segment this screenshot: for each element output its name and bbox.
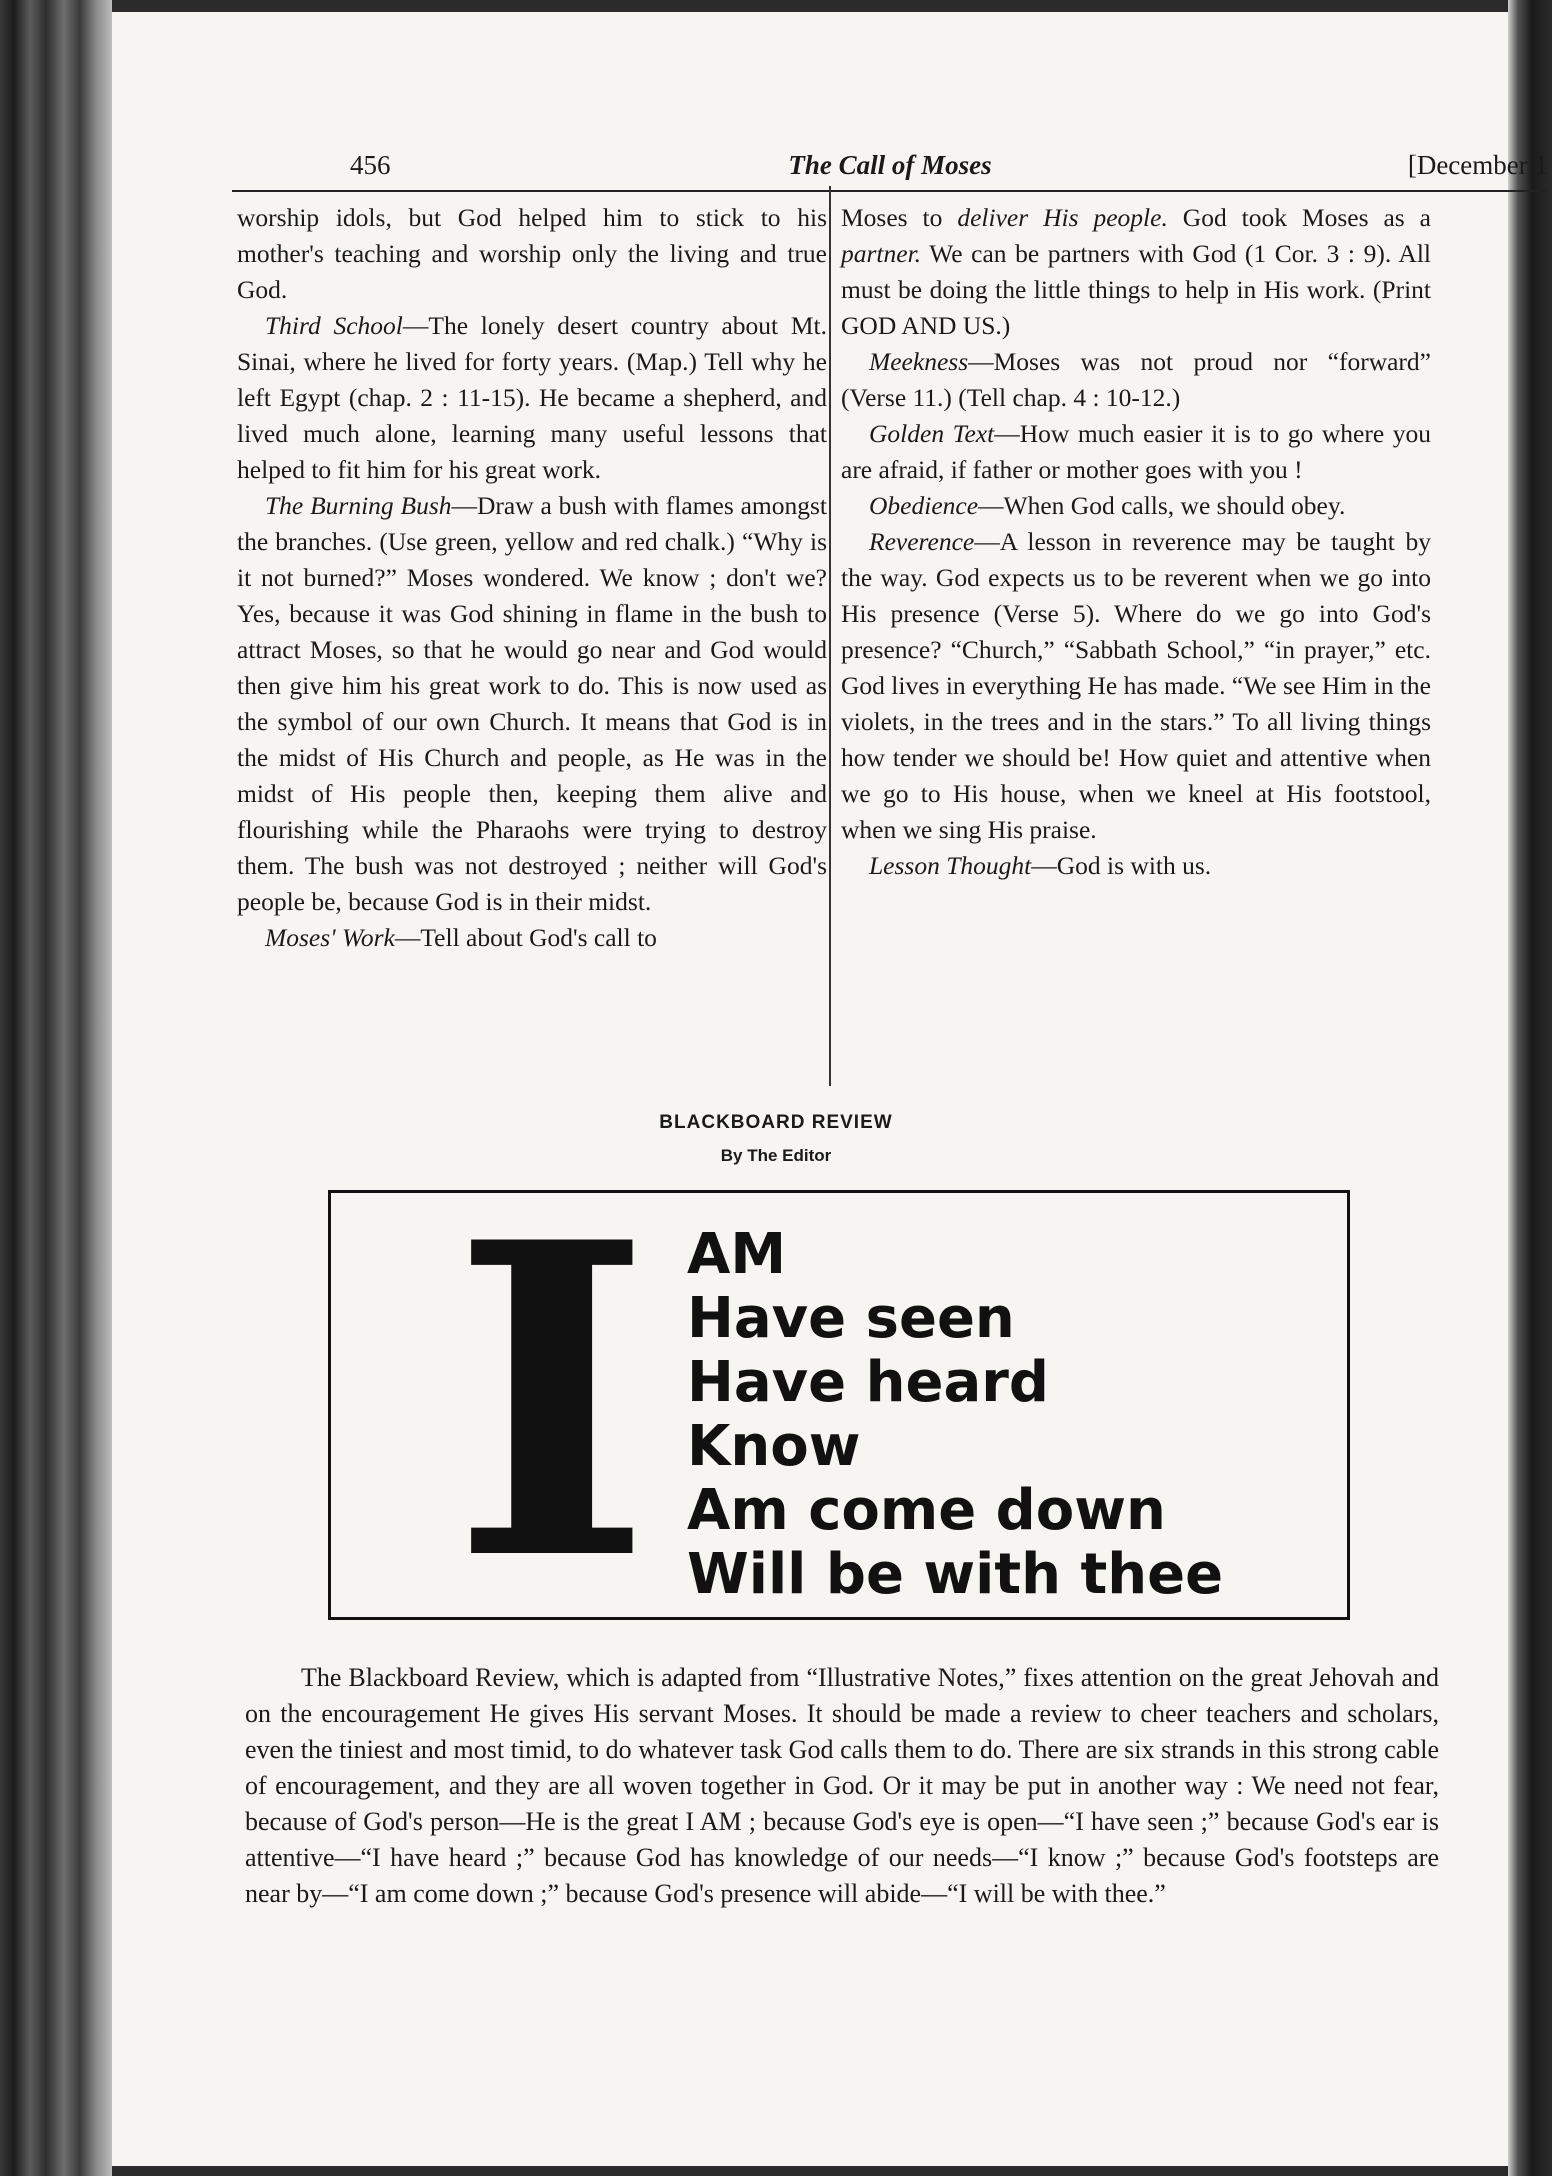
page-header xyxy=(232,150,1548,192)
paragraph-golden-text: Golden Text—How much easier it is to go where you are afraid, if father or mother goes with you ! xyxy=(841,419,1431,484)
paragraph-lesson-thought: Lesson Thought—God is with us. xyxy=(869,851,1212,880)
running-title: The Call of Moses xyxy=(788,150,992,180)
section-heading: Reverence xyxy=(869,527,975,556)
paragraph: The Blackboard Review, which is adapted from “Illustrative Notes,” fixes attention on the great Jehovah and on the encouragement He gives His servant Moses. It should be made a review to cheer teachers and scholars, even the tiniest and most timid, to do whatever task God calls them to do. There are six strands in this strong cable of encouragement, and they are all woven together in God. Or it may be put in another way : We need not fear, because of God's person—He is the great I AM ; because God's eye is open—“I have seen ;” because God's ear is attentive—“I have heard ;” because God has knowledge of our needs—“I know ;” because God's footsteps are near by—“I am come down ;” because God's presence will abide—“I will be with thee.” xyxy=(245,1663,1439,1908)
paragraph-third-school: Third School—The lonely desert country about Mt. Sinai, where he lived for forty years. (Map.) Tell why he left Egypt (chap. 2 : 11-15). He became a shepherd, and lived much alone, learning many useful lessons that helped to fit him for his great work. xyxy=(237,311,827,484)
review-byline: By The Editor xyxy=(720,1146,832,1165)
paragraph: Moses to deliver His people. God took Moses as a partner. We can be partners with God (1 Cor. 3 : 9). All must be doing the little things to help in His work. (Print GOD AND US.) xyxy=(841,203,1431,340)
paragraph-obedience: Obedience—When God calls, we should obey. xyxy=(869,491,1346,520)
issue-date: [December 1 xyxy=(1407,150,1548,180)
section-heading: Meekness xyxy=(869,347,969,376)
page-number: 456 xyxy=(350,150,391,180)
review-line: Have heard xyxy=(687,1350,1049,1415)
review-heading: BLACKBOARD REVIEW xyxy=(659,1112,893,1133)
section-heading: The Burning Bush xyxy=(265,491,452,520)
right-column xyxy=(841,200,1431,884)
left-column xyxy=(237,200,827,956)
review-line: Know xyxy=(687,1414,861,1479)
review-lines xyxy=(687,1223,1223,1607)
big-letter-i: I xyxy=(451,1150,653,1655)
column-divider xyxy=(829,186,831,1086)
review-line: AM xyxy=(687,1222,787,1287)
review-line: Have seen xyxy=(687,1286,1015,1351)
paragraph-meekness: Meekness—Moses was not proud nor “forward” (Verse 11.) (Tell chap. 4 : 10-12.) xyxy=(841,347,1431,412)
section-heading: Third School xyxy=(265,311,403,340)
section-heading: Obedience xyxy=(869,491,979,520)
review-explanation xyxy=(245,1660,1439,1912)
section-heading: Lesson Thought xyxy=(869,851,1032,880)
review-line: Will be with thee xyxy=(687,1542,1224,1607)
paragraph-reverence: Reverence—A lesson in reverence may be taught by the way. God expects us to be reverent when we go into His presence (Verse 5). Where do we go into God's presence? “Church,” “Sabbath School,” “in prayer,” etc. God lives in everything He has made. “We see Him in the violets, in the trees and in the stars.” To all living things how tender we should be! How quiet and attentive when we go to His house, when we kneel at His footstool, when we sing His praise. xyxy=(841,527,1431,844)
paragraph: worship idols, but God helped him to stick to his mother's teaching and worship only the living and true God. xyxy=(237,203,827,304)
section-heading: Golden Text xyxy=(869,419,995,448)
section-heading: Moses' Work xyxy=(265,923,395,952)
paragraph-burning-bush: The Burning Bush—Draw a bush with flames amongst the branches. (Use green, yellow and red chalk.) “Why is it not burned?” Moses wondered. We know ; don't we? Yes, because it was God shining in flame in the bush to attract Moses, so that he would go near and God would then give him his great work to do. This is now used as the symbol of our own Church. It means that God is in the midst of His Church and people, as He was in the midst of His people then, keeping them alive and flourishing while the Pharaohs were trying to destroy them. The bush was not destroyed ; neither will God's people be, because God is in their midst. xyxy=(237,491,827,916)
paragraph-moses-work: Moses' Work—Tell about God's call to xyxy=(265,923,657,952)
book-binding-left xyxy=(0,0,112,2176)
book-binding-right xyxy=(1508,0,1552,2176)
review-line: Am come down xyxy=(687,1478,1166,1543)
